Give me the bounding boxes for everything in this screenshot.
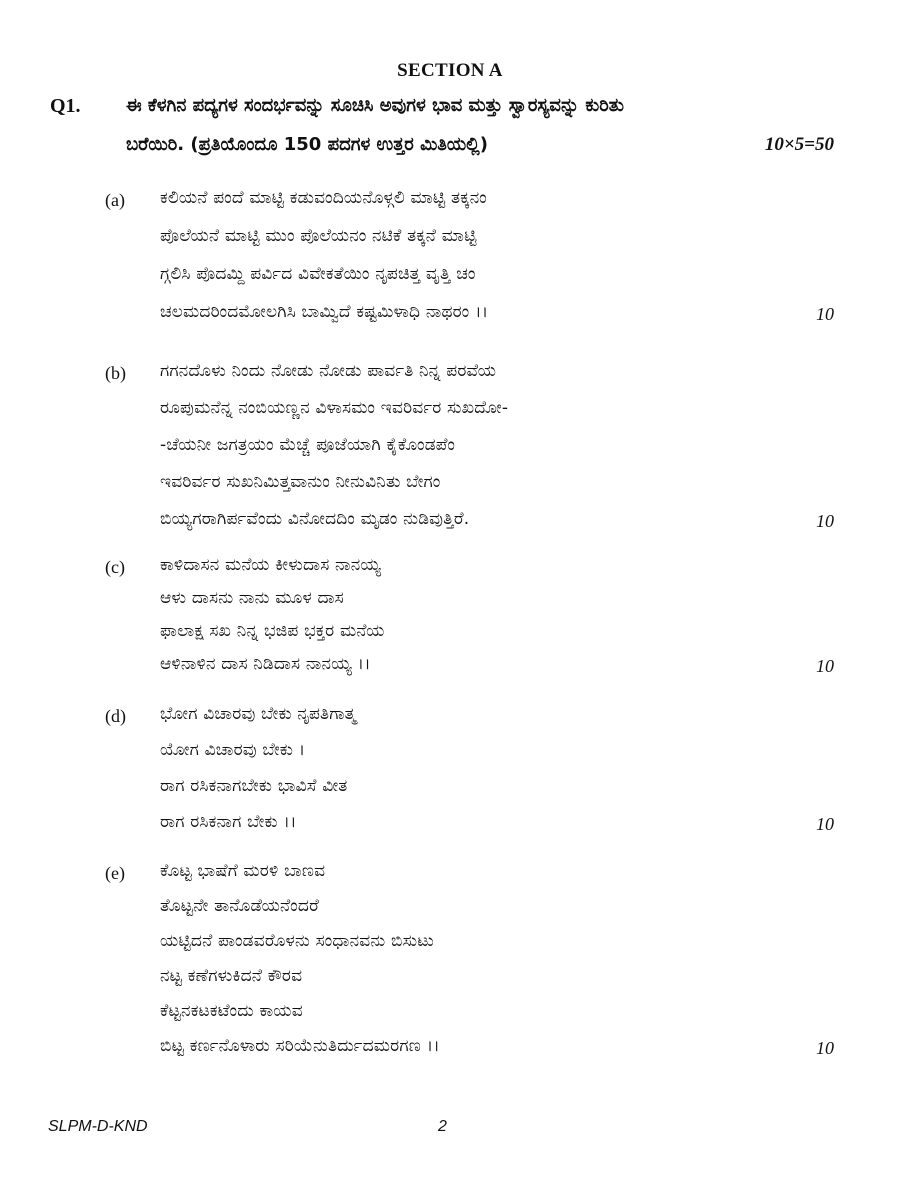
verse-line: ಯೋಗ ವಿಚಾರವು ಬೇಕು ।	[160, 740, 306, 760]
page-number: 2	[438, 1118, 447, 1135]
verse-line: ಇವರಿರ್ವರ ಸುಖನಿಮಿತ್ತವಾನುಂ ನೀನುವಿನಿತು ಬೇಗಂ	[160, 472, 441, 492]
part-label: (e)	[105, 863, 125, 883]
verse-line: ಆಳಿನಾಳಿನ ದಾಸ ನಿಡಿದಾಸ ನಾನಯ್ಯ ।।	[160, 654, 371, 674]
part-label: (c)	[105, 557, 125, 577]
verse-line: ಗ್ಗಲಿಸಿ ಪೊದಮ್ದಿ ಪರ್ವಿದ ವಿವೇಕತೆಯಿಂ ನೃಪಚಿತ್ತ ವೃತ್ತಿ ಚಂ	[160, 264, 476, 284]
question-instruction-line-2: ಬರೆಯಿರಿ. (ಪ್ರತಿಯೊಂದೂ 150 ಪದಗಳ ಉತ್ತರ ಮಿತಿಯಲ್ಲಿ)	[126, 134, 488, 155]
part-marks: 10	[816, 511, 834, 531]
verse-line: ಪೊಲೆಯನೆ ಮಾಟ್ಟಿ ಮುಂ ಪೊಲೆಯನಂ ನಟಿಕೆ ತಕ್ಕನೆ ಮಾಟ್ಟಿ	[160, 226, 477, 246]
verse-line: ರೂಪುಮನೆನ್ನ ನಂಬಿಯಣ್ಣನ ವಿಳಾಸಮಂ ಇವರಿರ್ವರ ಸುಖದೋ-	[160, 398, 509, 418]
verse-line: ಬಿಟ್ಟ ಕರ್ಣನೊಳಾರು ಸರಿಯೆನುತಿರ್ದುದಮರಗಣ ।।	[160, 1036, 440, 1056]
part-label: (a)	[105, 190, 125, 210]
verse-line: ಆಳು ದಾಸನು ನಾನು ಮೂಳ ದಾಸ	[160, 588, 344, 608]
verse-line: ಕೆಟ್ಟನಕಟಕಟೆಂದು ಕಾಯವ	[160, 1001, 303, 1021]
verse-line: ತೊಟ್ಟನೇ ತಾನೊಡೆಯನೆಂದರೆ	[160, 896, 319, 916]
part-label: (b)	[105, 363, 126, 383]
verse-line: ನಟ್ಟ ಕಣೆಗಳುಕಿದನೆ ಕೌರವ	[160, 966, 303, 986]
verse-line: ಬಿಯ್ಯಗರಾಗಿರ್ಪವೆಂದು ವಿನೋದದಿಂ ಮೃಡಂ ನುಡಿವುತ್ತಿರೆ.	[160, 509, 470, 529]
verse-line: ರಾಗ ರಸಿಕನಾಗ ಬೇಕು ।।	[160, 812, 297, 832]
section-title: SECTION A	[397, 60, 503, 81]
verse-line: ಗಗನದೊಳು ನಿಂದು ನೋಡು ನೋಡು ಪಾರ್ವತಿ ನಿನ್ನ ಪರವೆಯ	[160, 361, 497, 381]
part-marks: 10	[816, 304, 834, 324]
verse-line: ಕಾಳಿದಾಸನ ಮನೆಯ ಕೀಳುದಾಸ ನಾನಯ್ಯ	[160, 555, 382, 575]
verse-line: ಚಲಮದರಿಂದಮೋಲಗಿಸಿ ಬಾಮ್ವಿದೆ ಕಷ್ಟಮಿಳಾಧಿ ನಾಥರಂ ।।	[160, 302, 489, 322]
part-marks: 10	[816, 1038, 834, 1058]
paper-code: SLPM-D-KND	[48, 1118, 148, 1135]
verse-line: ರಾಗ ರಸಿಕನಾಗಬೇಕು ಭಾವಿಸೆ ವೀತ	[160, 776, 348, 796]
question-instruction-line-1: ಈ ಕೆಳಗಿನ ಪದ್ಯಗಳ ಸಂದರ್ಭವನ್ನು ಸೂಚಿಸಿ ಅವುಗಳ ಭಾವ ಮತ್ತು ಸ್ವಾರಸ್ಯವನ್ನು ಕುರಿತು	[126, 95, 624, 116]
question-number: Q1.	[50, 95, 81, 117]
verse-line: ಕೊಟ್ಟ ಭಾಷೆಗೆ ಮರಳಿ ಬಾಣವ	[160, 861, 326, 881]
verse-line: ಕಲಿಯನೆ ಪಂದೆ ಮಾಟ್ಟಿ ಕಡುವಂದಿಯನೊಳ್ಗಲಿ ಮಾಟ್ಟಿ ತಕ್ಕನಂ	[160, 188, 487, 208]
part-marks: 10	[816, 656, 834, 676]
verse-line: ಭೋಗ ವಿಚಾರವು ಬೇಕು ನೃಪತಿಗಾತ್ಮ	[160, 704, 357, 724]
verse-line: ಫಾಲಾಕ್ಷ ಸಖ ನಿನ್ನ ಭಜಿಪ ಭಕ್ತರ ಮನೆಯ	[160, 621, 385, 641]
verse-line: ಯಟ್ಟಿದನೆ ಪಾಂಡವರೊಳನು ಸಂಧಾನವನು ಬಿಸುಟು	[160, 931, 434, 951]
question-total-marks: 10×5=50	[764, 134, 834, 155]
part-label: (d)	[105, 706, 126, 726]
part-marks: 10	[816, 814, 834, 834]
verse-line: -ಚೆಯನೀ ಜಗತ್ರಯಂ ಮೆಚ್ಚೆ ಪೂಜೆಯಾಗಿ ಕೈಕೊಂಡಪೆಂ	[160, 435, 456, 455]
